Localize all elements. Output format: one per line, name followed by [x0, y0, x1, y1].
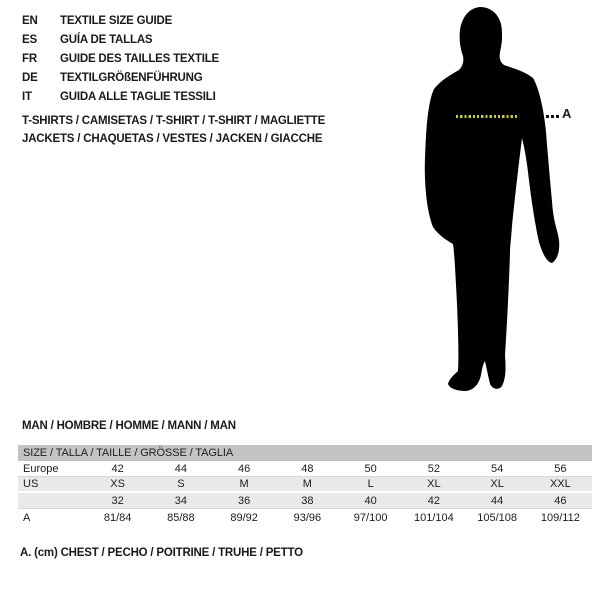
table-cell: S — [177, 478, 185, 490]
language-code: ES — [22, 34, 37, 46]
garment-categories — [22, 112, 325, 148]
category-line-tshirts: T-SHIRTS / CAMISETAS / T-SHIRT / T-SHIRT / MAGLIETTE — [22, 115, 326, 127]
table-row-numeric — [18, 493, 592, 509]
table-cell: 85/88 — [167, 511, 195, 524]
table-cell: M — [302, 478, 312, 490]
language-code: IT — [22, 91, 32, 103]
row-label: A — [23, 511, 31, 524]
table-cell: 52 — [427, 462, 440, 475]
chest-measure-leader-dashes — [546, 115, 560, 118]
table-cell: 42 — [427, 494, 440, 507]
table-cell: M — [239, 478, 249, 490]
language-label: GUIDA ALLE TAGLIE TESSILI — [60, 91, 216, 103]
table-cell: 34 — [174, 494, 187, 507]
table-cell: 101/104 — [413, 511, 454, 524]
row-label: Europe — [23, 462, 59, 475]
language-label: GUÍA DE TALLAS — [60, 34, 153, 46]
language-code: FR — [22, 53, 37, 65]
table-row-chest-a — [18, 509, 592, 526]
table-cell: 109/112 — [540, 511, 580, 524]
table-cell: XXL — [549, 478, 571, 490]
table-cell: L — [367, 478, 374, 490]
language-label: TEXTILGRÖßENFÜHRUNG — [60, 72, 203, 84]
table-cell: XS — [110, 478, 125, 490]
table-cell: 93/96 — [293, 511, 322, 524]
chest-measure-label: A — [562, 106, 572, 121]
chest-measure-dash-line — [456, 115, 517, 118]
table-cell: 50 — [364, 462, 377, 475]
list-item — [22, 12, 219, 31]
table-cell: 42 — [111, 462, 124, 475]
table-cell: 44 — [174, 462, 187, 475]
man-silhouette — [425, 7, 559, 391]
language-guide-list — [22, 12, 219, 107]
list-item — [22, 50, 219, 69]
table-cell: 54 — [491, 462, 504, 475]
table-cell: 36 — [238, 494, 251, 507]
table-cell: XL — [427, 478, 441, 490]
size-table — [18, 445, 592, 526]
man-silhouette-figure — [400, 0, 600, 400]
list-item — [22, 69, 219, 88]
table-cell: XL — [490, 478, 504, 490]
table-row-europe — [18, 461, 592, 477]
table-cell: 81/84 — [103, 511, 132, 524]
table-cell: 89/92 — [230, 511, 258, 524]
list-item — [22, 31, 219, 50]
size-table-header: SIZE / TALLA / TAILLE / GRÖSSE / TAGLIA — [18, 445, 592, 461]
table-cell: 48 — [301, 462, 314, 475]
table-cell: 40 — [364, 494, 377, 507]
table-cell: 38 — [301, 494, 314, 507]
table-cell: 97/100 — [353, 511, 388, 524]
table-cell: 56 — [554, 462, 567, 475]
list-item — [22, 88, 219, 107]
table-cell: 44 — [491, 494, 504, 507]
language-label: TEXTILE SIZE GUIDE — [60, 15, 173, 27]
language-code: DE — [22, 72, 38, 84]
table-cell: 105/108 — [477, 511, 517, 524]
measure-footnote: A. (cm) CHEST / PECHO / POITRINE / TRUHE / PETTO — [20, 547, 303, 559]
man-silhouette-svg — [400, 0, 600, 400]
table-cell: 32 — [111, 494, 124, 507]
row-label: US — [23, 478, 39, 490]
table-row-us — [18, 477, 592, 493]
table-cell: 46 — [238, 462, 251, 475]
language-code: EN — [22, 15, 38, 27]
section-title-man: MAN / HOMBRE / HOMME / MANN / MAN — [22, 420, 236, 432]
table-cell: 46 — [554, 494, 567, 507]
language-label: GUIDE DES TAILLES TEXTILE — [60, 53, 219, 65]
category-line-jackets: JACKETS / CHAQUETAS / VESTES / JACKEN / GIACCHE — [22, 133, 323, 145]
